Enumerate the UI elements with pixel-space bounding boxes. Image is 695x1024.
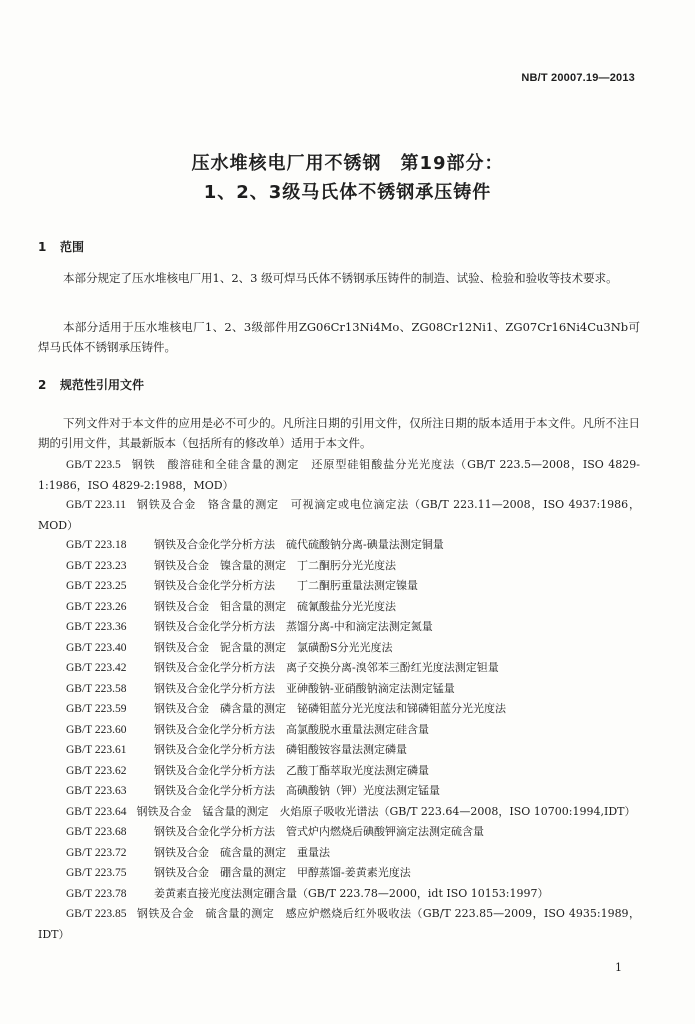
section-1-title: 范围	[60, 240, 85, 254]
reference-code: GB/T 223.36	[66, 621, 127, 633]
reference-title: 钢铁及合金 硫含量的测定 重量法	[154, 845, 330, 859]
document-title-line-2: 1、2、3级马氏体不锈钢承压铸件	[203, 182, 492, 203]
reference-code: GB/T 223.75	[66, 867, 127, 879]
reference-list	[38, 455, 640, 944]
reference-code: GB/T 223.63	[66, 785, 127, 797]
reference-item	[38, 884, 640, 905]
section-1-paragraph-2: 本部分适用于压水堆核电厂1、2、3级部件用ZG06Cr13Ni4Mo、ZG08Cr12Ni1、ZG07Cr16Ni4Cu3Nb可焊马氏体不锈钢承压铸件。	[38, 320, 640, 354]
reference-code: GB/T 223.59	[66, 703, 127, 715]
section-1-heading	[38, 238, 84, 255]
section-1-number: 1	[38, 240, 47, 254]
reference-title: 钢铁及合金 钼含量的测定 硫氰酸盐分光光度法	[154, 599, 396, 613]
reference-item	[38, 556, 640, 577]
reference-title: 钢铁及合金化学分析方法 离子交换分离-溴邻苯三酚红光度法测定钽量	[154, 661, 499, 674]
reference-item	[38, 720, 640, 741]
reference-item	[38, 535, 640, 556]
reference-item	[38, 904, 640, 944]
reference-title: 钢铁及合金 硼含量的测定 甲醇蒸馏-姜黄素光度法	[154, 866, 411, 879]
reference-item	[38, 658, 640, 679]
reference-item	[38, 597, 640, 618]
section-2-heading	[38, 376, 144, 393]
reference-item	[38, 679, 640, 700]
reference-code: GB/T 223.85	[66, 908, 127, 920]
section-2-intro: 下列文件对于本文件的应用是必不可少的。凡所注日期的引用文件，仅所注日期的版本适用于本文件。凡所不注日期的引用文件，其最新版本（包括所有的修改单）适用于本文件。	[38, 416, 640, 450]
reference-item	[38, 740, 640, 761]
reference-title: 钢铁及合金 磷含量的测定 铋磷钼蓝分光光度法和锑磷钼蓝分光光度法	[154, 702, 506, 715]
reference-code: GB/T 223.62	[66, 764, 127, 777]
reference-title: 姜黄素直接光度法测定硼含量（GB/T 223.78—2000，idt ISO 10153:1997）	[154, 886, 549, 900]
reference-code: GB/T 223.58	[66, 682, 127, 695]
reference-title: 钢铁及合金 镍含量的测定 丁二酮肟分光光度法	[154, 558, 396, 572]
reference-item	[38, 576, 640, 597]
reference-title: 钢铁及合金化学分析方法 乙酸丁酯萃取光度法测定磷量	[154, 763, 429, 777]
reference-code: GB/T 223.68	[66, 826, 127, 838]
reference-code: GB/T 223.26	[66, 600, 127, 613]
reference-item	[38, 617, 640, 638]
reference-code: GB/T 223.64	[66, 805, 127, 818]
reference-code: GB/T 223.18	[66, 539, 127, 551]
reference-title: 钢铁及合金化学分析方法 高氯酸脱水重量法测定硅含量	[154, 722, 429, 736]
standard-code: NB/T 20007.19—2013	[521, 72, 635, 84]
reference-item	[38, 495, 640, 535]
reference-title: 钢铁及合金 锰含量的测定 火焰原子吸收光谱法（GB/T 223.64—2008，ISO 10700:1994,IDT）	[136, 804, 636, 818]
section-2-title: 规范性引用文件	[60, 378, 145, 392]
reference-item	[38, 781, 640, 802]
reference-code: GB/T 223.5	[66, 459, 121, 471]
reference-title: 钢铁及合金化学分析方法 蒸馏分离-中和滴定法测定氮量	[154, 620, 433, 633]
reference-item	[38, 638, 640, 659]
reference-code: GB/T 223.40	[66, 641, 127, 654]
reference-code: GB/T 223.23	[66, 559, 127, 572]
reference-title: 钢铁及合金化学分析方法 管式炉内燃烧后碘酸钾滴定法测定硫含量	[154, 825, 484, 838]
reference-code: GB/T 223.11	[66, 499, 127, 511]
reference-code: GB/T 223.42	[66, 662, 127, 674]
reference-title: 钢铁及合金 铌含量的测定 氯磺酚S分光光度法	[154, 640, 393, 654]
reference-title: 钢铁及合金 铬含量的测定 可视滴定或电位滴定法（GB/T 223.11—2008，ISO 4937:1986，MOD）	[38, 498, 640, 532]
section-1-paragraph-1: 本部分规定了压水堆核电厂用1、2、3 级可焊马氏体不锈钢承压铸件的制造、试验、检验和验收等技术要求。	[63, 271, 618, 285]
reference-code: GB/T 223.72	[66, 846, 127, 859]
section-2-number: 2	[38, 378, 47, 392]
reference-title: 钢铁 酸溶硅和全硅含量的测定 还原型硅钼酸盐分光光度法（GB/T 223.5—2008，ISO 4829-1:1986，ISO 4829-2:1988，MOD）	[38, 458, 640, 492]
reference-item	[38, 455, 640, 495]
reference-title: 钢铁及合金化学分析方法 磷钼酸铵容量法测定磷量	[154, 743, 407, 756]
reference-code: GB/T 223.60	[66, 723, 127, 736]
page-number: 1	[615, 961, 622, 974]
reference-code: GB/T 223.25	[66, 580, 127, 592]
reference-item	[38, 822, 640, 843]
reference-item	[38, 699, 640, 720]
reference-code: GB/T 223.78	[66, 887, 127, 900]
reference-title: 钢铁及合金化学分析方法 亚砷酸钠-亚硝酸钠滴定法测定锰量	[154, 681, 455, 695]
reference-item	[38, 863, 640, 884]
reference-item	[38, 843, 640, 864]
reference-title: 钢铁及合金化学分析方法 高碘酸钠（钾）光度法测定锰量	[154, 784, 440, 797]
reference-item	[38, 802, 640, 823]
reference-title: 钢铁及合金化学分析方法 硫代硫酸钠分离-碘量法测定铜量	[154, 538, 444, 551]
reference-title: 钢铁及合金化学分析方法 丁二酮肟重量法测定镍量	[154, 579, 418, 592]
reference-title: 钢铁及合金 硫含量的测定 感应炉燃烧后红外吸收法（GB/T 223.85—2009，ISO 4935:1989，IDT）	[38, 907, 640, 941]
reference-item	[38, 761, 640, 782]
document-title-line-1: 压水堆核电厂用不锈钢 第19部分：	[191, 153, 504, 174]
reference-code: GB/T 223.61	[66, 744, 127, 756]
